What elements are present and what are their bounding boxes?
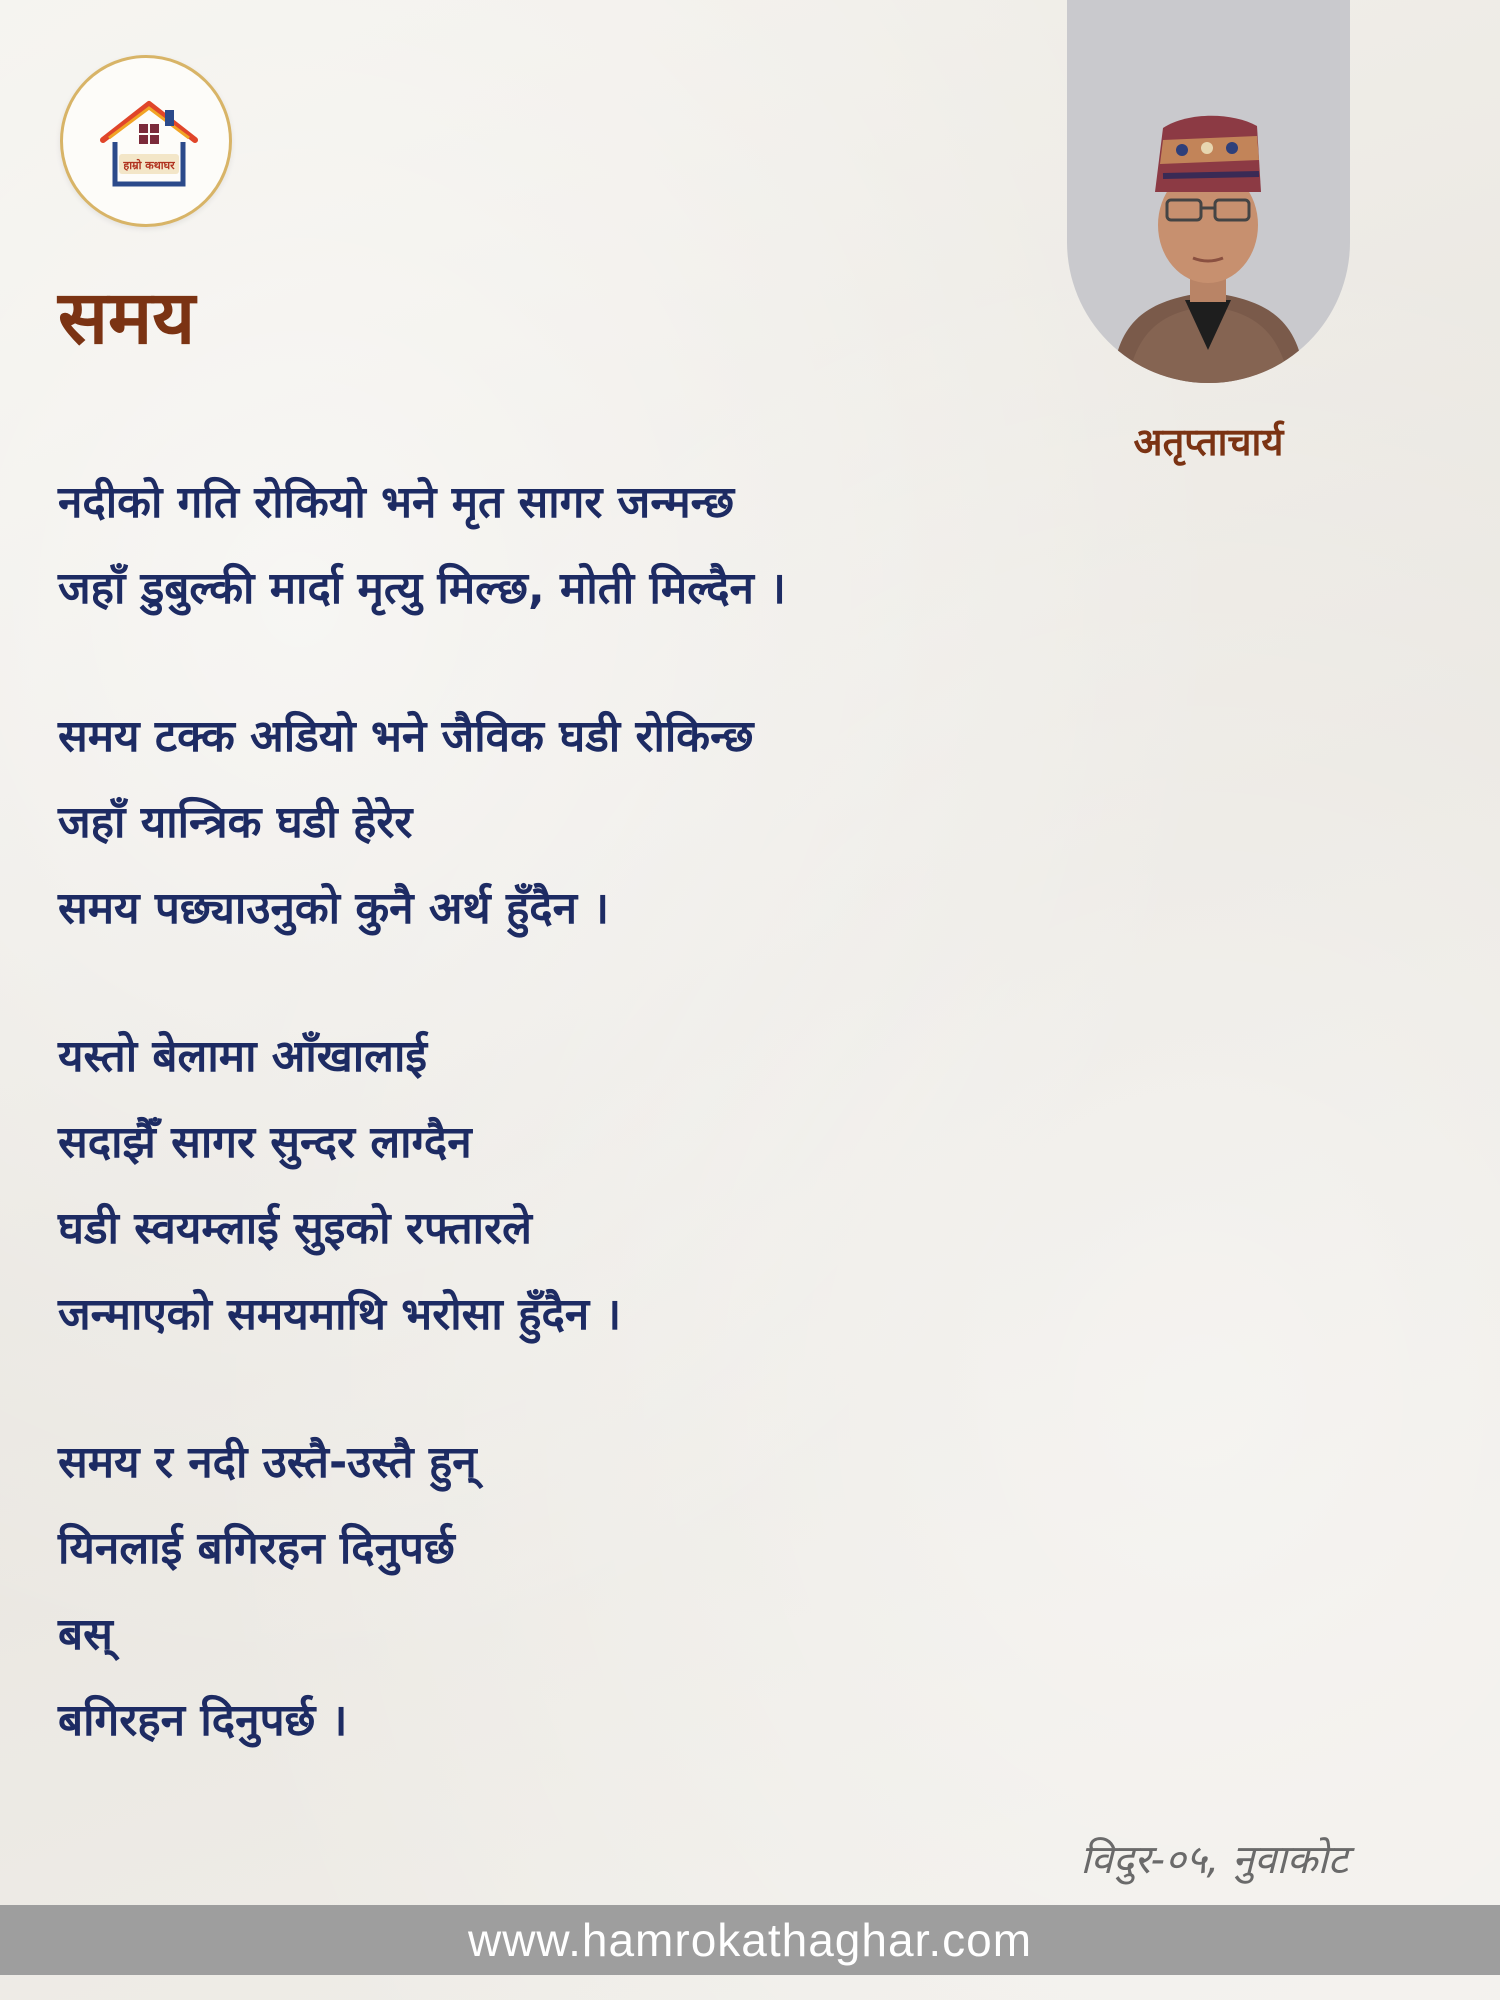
poem-line: समय पछ्याउनुको कुनै अर्थ हुँदैन । (58, 883, 610, 934)
poem-line: यस्तो बेलामा आँखालाई (58, 1031, 427, 1082)
poem-body (58, 460, 1018, 1826)
poem-line: बस् (58, 1609, 113, 1660)
poem-line: नदीको गति रोकियो भने मृत सागर जन्मन्छ (58, 477, 735, 528)
poem-line: घडी स्वयम्लाई सुइको रफ्तारले (58, 1203, 532, 1254)
stanza (58, 1420, 1018, 1764)
footer-bar (0, 1905, 1500, 1975)
poem-line: सदाझैँ सागर सुन्दर लाग्दैन (58, 1117, 472, 1168)
website-link[interactable]: www.hamrokathaghar.com (467, 1914, 1033, 1966)
poem-line: जहाँ यान्त्रिक घडी हेरेर (58, 797, 413, 848)
author-name: अतृप्ताचार्य (1133, 420, 1284, 464)
stanza (58, 1014, 1018, 1358)
author-photo-panel (1067, 0, 1350, 383)
svg-text:हाम्रो कथाघर: हाम्रो कथाघर (123, 159, 175, 172)
stanza (58, 694, 1018, 952)
poem-title: समय (58, 275, 196, 361)
poem-line: यिनलाई बगिरहन दिनुपर्छ (58, 1523, 455, 1574)
house-icon (97, 98, 201, 188)
author-location: विदुर-०५, नुवाकोट (1080, 1837, 1348, 1883)
stanza (58, 460, 1018, 632)
poem-line: बगिरहन दिनुपर्छ । (58, 1695, 348, 1746)
author-portrait (1067, 0, 1350, 383)
poem-line: जहाँ डुबुल्की मार्दा मृत्यु मिल्छ, मोती मिल्दैन । (58, 563, 786, 614)
poem-line: जन्माएको समयमाथि भरोसा हुँदैन । (58, 1289, 622, 1340)
poem-line: समय र नदी उस्तै-उस्तै हुन् (58, 1437, 477, 1488)
poem-line: समय टक्क अडियो भने जैविक घडी रोकिन्छ (58, 711, 754, 762)
site-logo (60, 55, 232, 227)
